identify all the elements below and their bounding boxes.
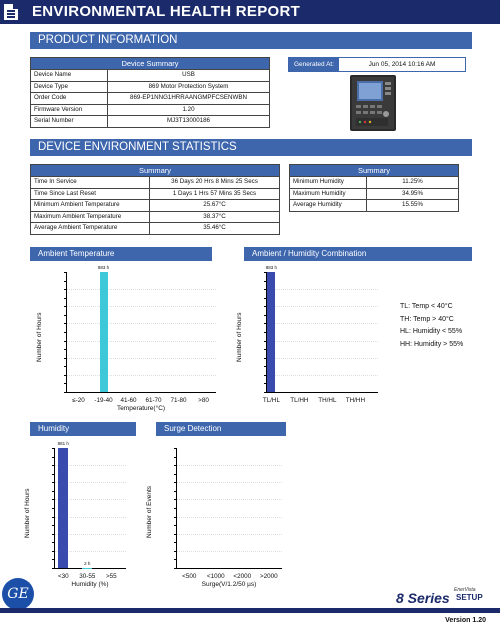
gridline <box>266 289 378 290</box>
gridline <box>176 499 282 500</box>
humidity-header: Humidity <box>30 422 136 436</box>
y-tick <box>64 272 67 273</box>
y-tick <box>52 499 55 500</box>
y-tick <box>52 482 55 483</box>
x-axis <box>176 568 282 569</box>
summary-right-title: Summary <box>290 165 459 177</box>
gridline <box>176 534 282 535</box>
y-tick <box>64 366 67 367</box>
ambient-temperature-chart <box>30 264 220 414</box>
y-tick <box>64 358 67 359</box>
y-tick <box>52 559 55 560</box>
device-summary-table <box>30 57 270 128</box>
y-tick <box>174 559 177 560</box>
x-axis <box>54 568 126 569</box>
y-axis-label: Number of Hours <box>36 312 43 362</box>
gridline <box>176 517 282 518</box>
y-tick <box>52 517 55 518</box>
y-tick <box>174 499 177 500</box>
y-axis-label: Number of Hours <box>24 488 31 538</box>
gridline <box>66 289 216 290</box>
surge-detection-header: Surge Detection <box>156 422 286 436</box>
y-tick <box>64 341 67 342</box>
y-tick <box>64 281 67 282</box>
table-row: Maximum Ambient Temperature 38.37°C <box>31 211 280 223</box>
combination-chart <box>236 264 384 414</box>
y-tick <box>52 457 55 458</box>
y-tick <box>64 298 67 299</box>
gridline <box>66 323 216 324</box>
ambient-temperature-header: Ambient Temperature <box>30 247 212 261</box>
y-tick <box>174 465 177 466</box>
x-tick-label: <30 <box>57 573 69 580</box>
generated-at-value: Jun 05, 2014 10:16 AM <box>368 61 436 68</box>
legend-item: TL: Temp < 40°C <box>400 303 453 310</box>
generated-at-label: Generated At: <box>289 58 339 71</box>
setup-label: SETUP <box>456 593 483 602</box>
y-tick <box>52 508 55 509</box>
y-tick <box>64 375 67 376</box>
x-axis <box>266 392 378 393</box>
x-axis-label: Humidity (%) <box>71 581 109 588</box>
gridline <box>266 375 378 376</box>
table-row: Time In Service 36 Days 20 Hrs 8 Mins 25 Secs <box>31 177 280 189</box>
environment-statistics-header: DEVICE ENVIRONMENT STATISTICS <box>30 139 472 156</box>
legend-item: HL: Humidity < 55% <box>400 328 463 336</box>
summary-left-title: Summary <box>31 165 280 177</box>
x-tick-label: TH/HL <box>318 397 337 404</box>
data-label: 883 h <box>265 265 278 270</box>
y-tick <box>64 383 67 384</box>
combination-legend <box>400 301 463 352</box>
x-tick-label: 30-55 <box>79 573 96 580</box>
combination-header: Ambient / Humidity Combination <box>244 247 472 261</box>
table-row: Minimum Ambient Temperature 25.67°C <box>31 200 280 212</box>
relay-device-image <box>338 74 408 132</box>
gridline <box>266 341 378 342</box>
x-tick-label: <1000 <box>206 573 225 580</box>
gridline <box>66 358 216 359</box>
gridline <box>266 323 378 324</box>
series-label: 8 Series <box>396 590 450 606</box>
gridline <box>176 465 282 466</box>
x-tick-label: >2000 <box>259 573 278 580</box>
gridline <box>266 306 378 307</box>
y-tick <box>52 474 55 475</box>
table-row: Firmware Version 1.20 <box>31 104 270 116</box>
gridline <box>176 551 282 552</box>
document-icon <box>4 4 18 20</box>
y-tick <box>174 474 177 475</box>
generated-at-box <box>288 57 466 72</box>
y-tick <box>52 525 55 526</box>
y-tick <box>52 448 55 449</box>
device-summary-title: Device Summary <box>31 58 270 70</box>
x-tick-label: ≤-20 <box>72 397 85 404</box>
table-row: Average Humidity 15.55% <box>290 200 459 212</box>
version-label: Version 1.20 <box>445 617 486 624</box>
table-row: Time Since Last Reset 1 Days 1 Hrs 57 Mins 35 Secs <box>31 188 280 200</box>
table-row: Serial Number MJ3T13000186 <box>31 116 270 128</box>
gridline <box>66 375 216 376</box>
y-tick <box>174 448 177 449</box>
y-tick <box>174 491 177 492</box>
y-tick <box>64 323 67 324</box>
x-tick-label: <500 <box>182 573 197 580</box>
x-tick-label: 41-60 <box>120 397 137 404</box>
legend-item: TH: Temp > 40°C <box>400 315 454 323</box>
y-tick <box>52 542 55 543</box>
y-tick <box>174 457 177 458</box>
y-tick <box>52 491 55 492</box>
summary-right-table <box>289 164 459 212</box>
ge-logo: GE <box>2 578 34 610</box>
gridline <box>176 482 282 483</box>
y-tick <box>174 534 177 535</box>
gridline <box>266 358 378 359</box>
surge-chart <box>146 440 286 590</box>
x-tick-label: >80 <box>198 397 209 404</box>
y-tick <box>174 525 177 526</box>
y-axis-label: Number of Events <box>146 485 153 538</box>
enervista-label: EnerVista <box>454 587 476 593</box>
x-tick-label: <2000 <box>233 573 252 580</box>
x-tick-label: -19-40 <box>94 397 113 404</box>
summary-left-table <box>30 164 280 235</box>
y-tick <box>174 517 177 518</box>
x-tick-label: >55 <box>105 573 117 580</box>
table-row: Minimum Humidity 11.25% <box>290 177 459 189</box>
chart-bar <box>100 272 108 392</box>
data-label: 2 h <box>84 560 91 566</box>
y-tick <box>174 508 177 509</box>
y-tick <box>64 332 67 333</box>
legend-item: HH: Humidity > 55% <box>400 341 464 349</box>
report-title: ENVIRONMENTAL HEALTH REPORT <box>32 3 301 20</box>
x-axis-label: Temperature(°C) <box>116 405 166 412</box>
y-axis-label: Number of Hours <box>236 312 243 362</box>
table-row: Order Code 869-EP1NNG1HRRAANGMPFCSENWBN <box>31 93 270 105</box>
product-information-header: PRODUCT INFORMATION <box>30 32 472 49</box>
y-tick <box>52 534 55 535</box>
y-tick <box>174 551 177 552</box>
gridline <box>66 306 216 307</box>
x-tick-label: 61-70 <box>145 397 162 404</box>
chart-bar <box>267 272 275 392</box>
y-tick <box>52 551 55 552</box>
x-tick-label: TH/HH <box>345 397 366 404</box>
table-row: Device Name USB <box>31 70 270 82</box>
gridline <box>66 341 216 342</box>
y-tick <box>64 306 67 307</box>
y-tick <box>64 349 67 350</box>
x-tick-label: TL/HH <box>290 397 309 404</box>
y-tick <box>64 315 67 316</box>
y-tick <box>174 542 177 543</box>
x-axis-label: Surge(V/1.2/50 µs) <box>201 581 257 588</box>
table-row: Device Type 869 Motor Protection System <box>31 81 270 93</box>
table-row: Average Ambient Temperature 35.46°C <box>31 223 280 235</box>
data-label: 883 h <box>97 265 110 270</box>
table-row: Maximum Humidity 34.95% <box>290 188 459 200</box>
x-tick-label: 71-80 <box>170 397 187 404</box>
x-tick-label: TL/HL <box>262 397 280 404</box>
y-tick <box>52 465 55 466</box>
data-label: 881 h <box>57 441 69 446</box>
humidity-chart <box>24 440 134 590</box>
y-tick <box>174 482 177 483</box>
x-axis <box>66 392 216 393</box>
chart-bar <box>58 448 68 568</box>
y-tick <box>64 289 67 290</box>
footer-bar <box>0 608 500 613</box>
